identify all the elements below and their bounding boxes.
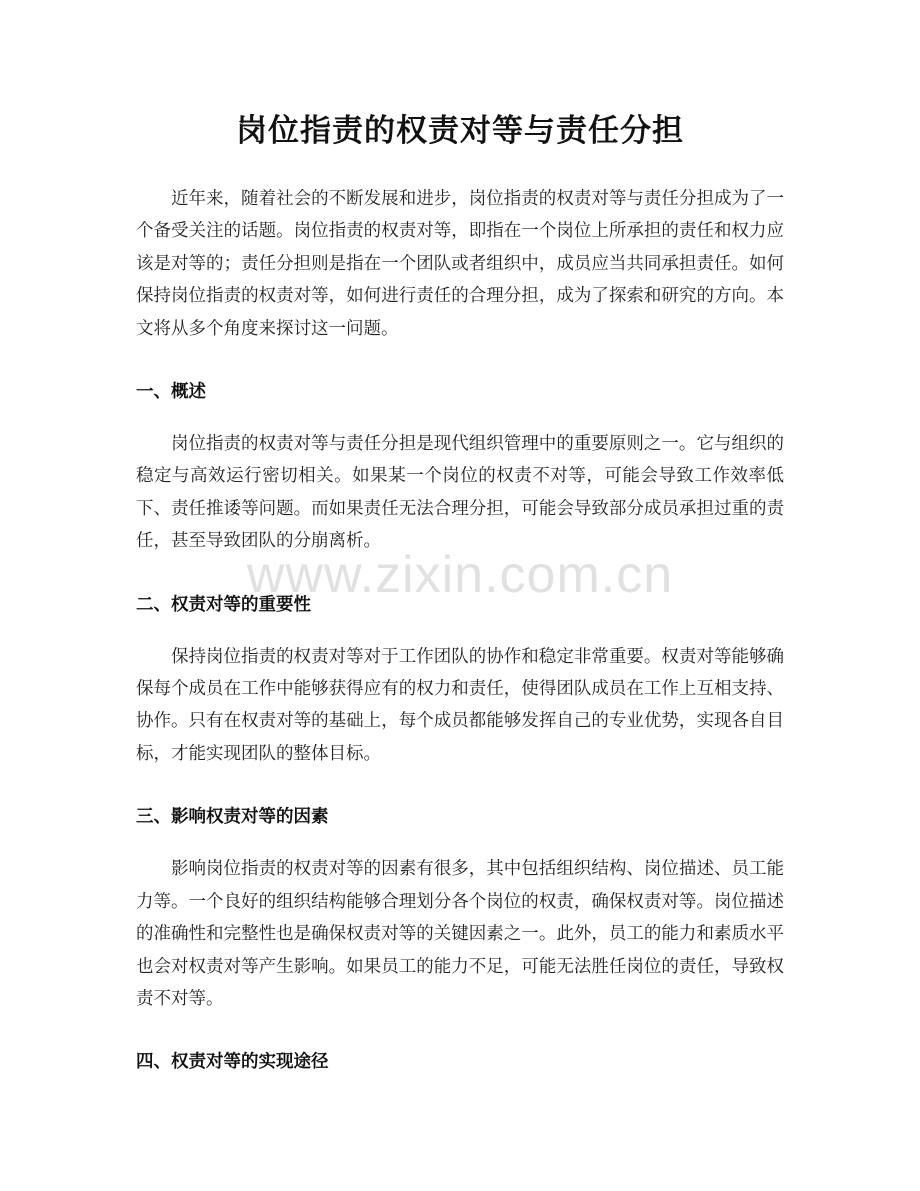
section-heading-overview: 一、概述 bbox=[136, 382, 206, 403]
section-heading-approaches: 四、权责对等的实现途径 bbox=[136, 1052, 329, 1073]
intro-paragraph: 近年来，随着社会的不断发展和进步，岗位指责的权责对等与责任分担成为了一个备受关注的话题。岗位指责的权责对等，即指在一个岗位上所承担的责任和权力应该是对等的；责任分担则是指在一个团队或者组织中，成员应当共同承担责任。如何保持岗位指责的权责对等，如何进行责任的合理分担，成为了探索和研究的方向。本文将从多个角度来探讨这一问题。 bbox=[136, 189, 784, 339]
watermark: www.zixin.com.cn bbox=[246, 546, 674, 604]
section-paragraph-importance: 保持岗位指责的权责对等对于工作团队的协作和稳定非常重要。权责对等能够确保每个成员在工作中能够获得应有的权力和责任，使得团队成员在工作上互相支持、协作。只有在权责对等的基础上，每个成员都能够发挥自己的专业优势，实现各自目标，才能实现团队的整体目标。 bbox=[136, 646, 784, 764]
section-paragraph-overview: 岗位指责的权责对等与责任分担是现代组织管理中的重要原则之一。它与组织的稳定与高效运行密切相关。如果某一个岗位的权责不对等，可能会导致工作效率低下、责任推诿等问题。而如果责任无法合理分担，可能会导致部分成员承担过重的责任，甚至导致团队的分崩离析。 bbox=[136, 434, 784, 552]
section-heading-importance: 二、权责对等的重要性 bbox=[136, 594, 311, 615]
document-body bbox=[136, 183, 784, 1078]
document-title: 岗位指责的权责对等与责任分担 bbox=[236, 113, 684, 149]
section-paragraph-factors: 影响岗位指责的权责对等的因素有很多，其中包括组织结构、岗位描述、员工能力等。一个良好的组织结构能够合理划分各个岗位的权责，确保权责对等。岗位描述的准确性和完整性也是确保权责对等的关键因素之一。此外，员工的能力和素质水平也会对权责对等产生影响。如果员工的能力不足，可能无法胜任岗位的责任，导致权责不对等。 bbox=[136, 859, 784, 1009]
section-heading-factors: 三、影响权责对等的因素 bbox=[136, 807, 329, 828]
